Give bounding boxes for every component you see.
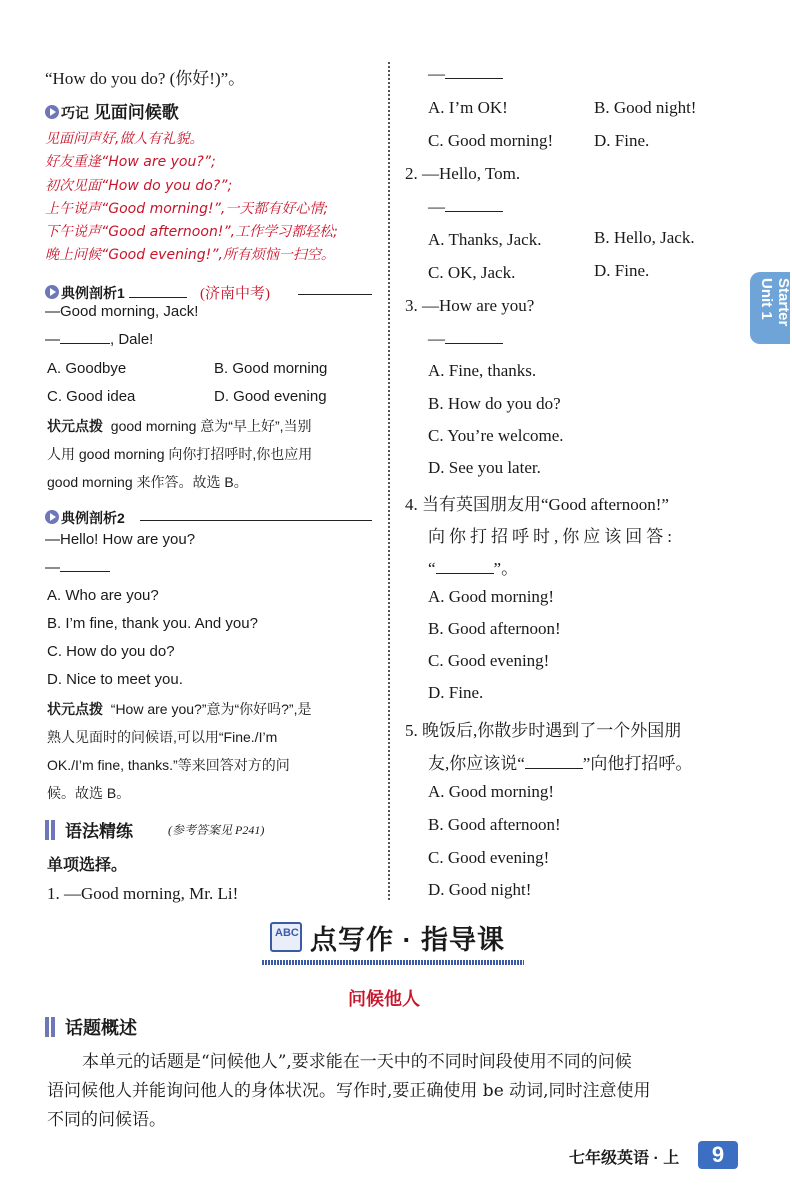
choice-instruction: 单项选择。 [47, 857, 128, 874]
option: C. Good evening! [428, 848, 550, 867]
option: B. Good afternoon! [428, 815, 561, 834]
tip-line: 候。故选 B。 [47, 785, 131, 801]
question-2: 2. —Hello, Tom. [405, 164, 521, 183]
tip-line: good morning 来作答。故选 B。 [47, 474, 248, 490]
play-icon [45, 285, 59, 299]
unit-side-tab: Starter Unit 1 [750, 272, 790, 344]
option: D. Fine. [594, 131, 650, 150]
paragraph-line: 语问候他人并能询问他人的身体状况。写作时,要正确使用 be 动词,同时注意使用 [47, 1081, 651, 1101]
option: B. Hello, Jack. [594, 228, 695, 247]
example1-source: (济南中考) [200, 286, 270, 302]
paragraph-line: 不同的问候语。 [47, 1110, 166, 1130]
banner-underline [262, 960, 524, 965]
writing-banner-title: 点写作 · 指导课 [310, 925, 505, 955]
option: B. Good morning [214, 360, 328, 377]
abc-icon-text: ABC [275, 927, 299, 939]
option: A. Thanks, Jack. [428, 230, 542, 249]
option: C. OK, Jack. [428, 263, 516, 282]
example2-label: 典例剖析2 [61, 510, 125, 526]
option: C. Good evening! [428, 651, 550, 670]
tip-line: 人用 good morning 向你打招呼时,你也应用 [47, 446, 313, 462]
writing-subtitle: 问候他人 [348, 989, 420, 1009]
tip-line: OK./I’m fine, thanks.”等来回答对方的问 [47, 757, 290, 773]
option: B. Good afternoon! [428, 619, 561, 638]
song-line: 初次见面“How do you do?”; [45, 178, 233, 194]
question-4-line3: “ ”。 [428, 559, 519, 578]
option: D. Fine. [594, 261, 650, 280]
example2-heading [45, 508, 125, 528]
option: D. See you later. [428, 458, 541, 477]
example1-heading [45, 283, 187, 303]
option: D. Nice to meet you. [47, 671, 183, 688]
mnemonic-tag: 巧记 [61, 105, 89, 121]
mnemonic-title: 见面问候歌 [93, 103, 179, 122]
answer-blank [140, 520, 372, 521]
tip-label: 状元点拨 [47, 701, 103, 717]
topic-heading [45, 1014, 137, 1040]
option: A. Good morning! [428, 782, 555, 801]
response-blank: — [428, 64, 503, 84]
option: C. Good morning! [428, 131, 554, 150]
song-line: 好友重逢“How are you?”; [45, 154, 216, 170]
option: A. Good morning! [428, 587, 555, 606]
answer-blank [298, 294, 372, 295]
option: A. Who are you? [47, 587, 159, 604]
song-line: 晚上问候“Good evening!”,所有烦恼一扫空。 [45, 247, 335, 263]
play-icon [45, 105, 59, 119]
option: B. How do you do? [428, 394, 561, 413]
intro-line: “How do you do? (你好!)”。 [45, 69, 246, 88]
question-1: 1. —Good morning, Mr. Li! [47, 884, 239, 903]
question-3: 3. —How are you? [405, 296, 535, 315]
option: D. Good night! [428, 880, 532, 899]
paragraph-line: 本单元的话题是“问候他人”,要求能在一天中的不同时间段使用不同的问候 [82, 1052, 632, 1072]
option: A. Fine, thanks. [428, 361, 537, 380]
column-divider [388, 62, 390, 900]
question-5-line2: 友,你应该说“ ”向他打招呼。 [428, 754, 693, 773]
song-line: 下午说声“Good afternoon!”,工作学习都轻松; [45, 224, 338, 240]
song-line: 见面问声好,做人有礼貌。 [45, 131, 204, 147]
question-4: 4. 当有英国朋友用“Good afternoon!” [405, 495, 669, 514]
grammar-title: 语法精练 [65, 822, 133, 841]
section-bar-icon [45, 1017, 59, 1037]
option: B. Good night! [594, 98, 697, 117]
play-icon [45, 510, 59, 524]
option: B. I’m fine, thank you. And you? [47, 615, 258, 632]
option: D. Good evening [214, 388, 327, 405]
example2-question: —Hello! How are you? [45, 531, 196, 548]
section-bar-icon [45, 820, 59, 840]
tip-label: 状元点拨 [47, 418, 103, 434]
example1-response: — , Dale! [45, 331, 154, 348]
grammar-heading [45, 817, 133, 842]
option: C. Good idea [47, 388, 136, 405]
question-5: 5. 晚饭后,你散步时遇到了一个外国朋 [405, 721, 682, 740]
question-4-line2: 向你打招呼时,你应该回答: [428, 527, 676, 546]
page-number: 9 [698, 1141, 738, 1169]
example2-response: — [45, 559, 110, 576]
option: A. I’m OK! [428, 98, 508, 117]
mnemonic-heading [45, 98, 179, 123]
tip-line: 状元点拨 good morning 意为“早上好”,当别 [47, 418, 312, 434]
tip-line: 熟人见面时的问候语,可以用“Fine./I’m [47, 729, 278, 745]
option: A. Goodbye [47, 360, 127, 377]
song-line: 上午说声“Good morning!”,一天都有好心情; [45, 201, 329, 217]
tip-line: 状元点拨 “How are you?”意为“你好吗?”,是 [47, 701, 312, 717]
example1-question: —Good morning, Jack! [45, 303, 199, 320]
answer-reference: (参考答案见 P241) [168, 823, 265, 837]
footer-book-title: 七年级英语 · 上 [569, 1150, 680, 1167]
example1-response-text: , Dale! [110, 331, 154, 348]
response-blank: — [428, 197, 503, 217]
option: C. How do you do? [47, 643, 175, 660]
option: D. Fine. [428, 683, 484, 702]
topic-title: 话题概述 [65, 1018, 137, 1038]
example1-label: 典例剖析1 [61, 285, 125, 301]
abc-book-icon [270, 922, 302, 952]
option: C. You’re welcome. [428, 426, 564, 445]
response-blank: — [428, 329, 503, 349]
